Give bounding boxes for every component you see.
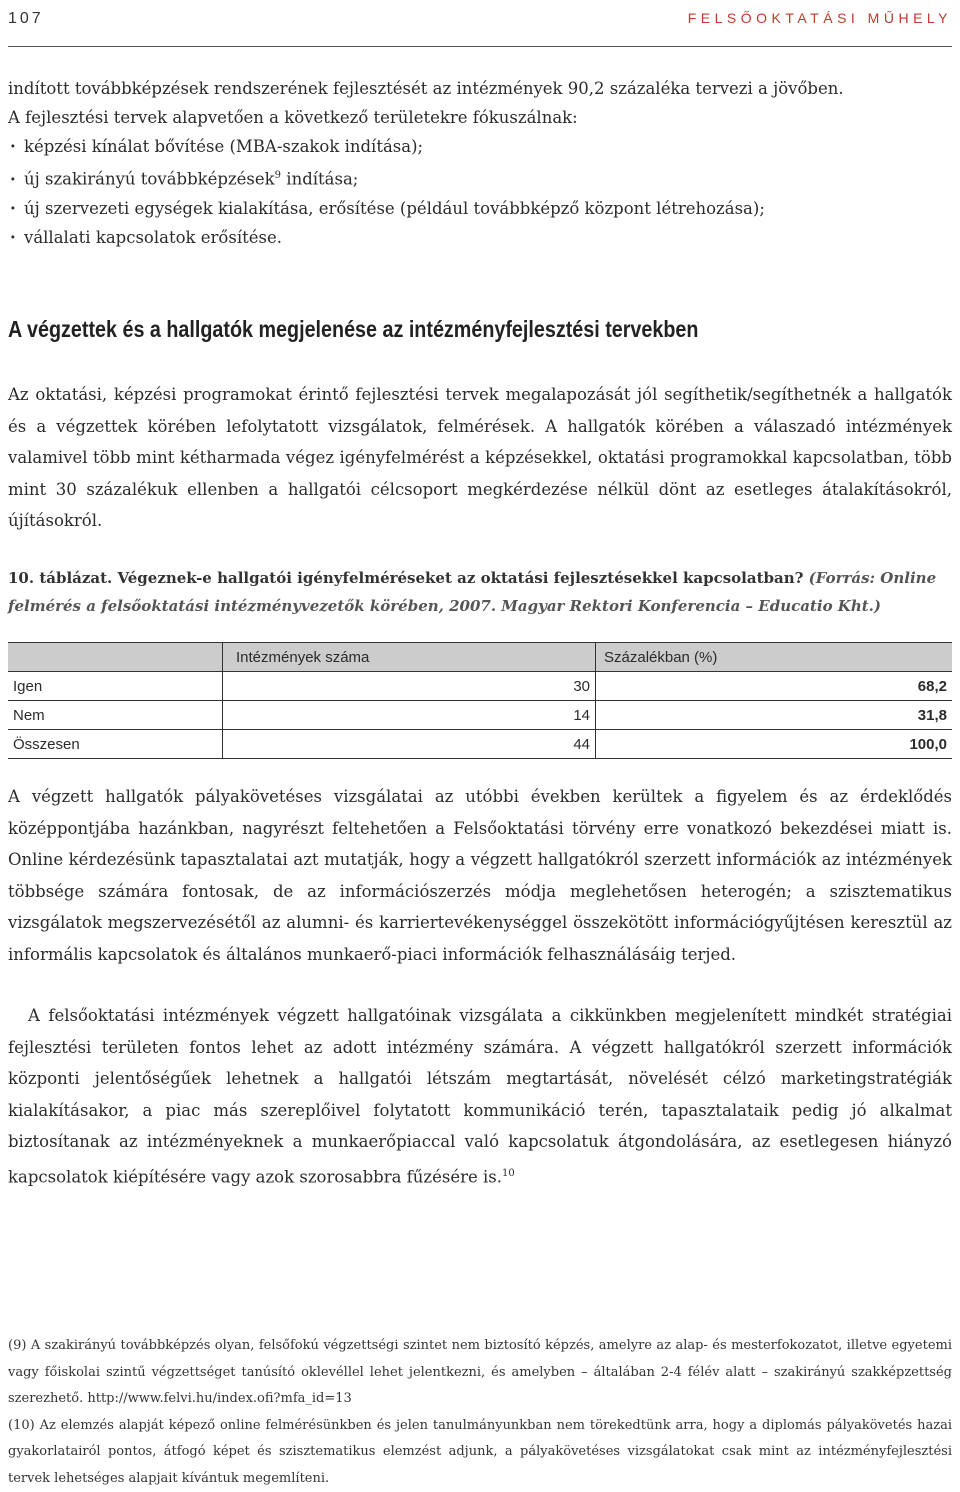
section-heading: A végzettek és a hallgatók megjelenése az intézményfejlesztési tervekben [8,316,698,343]
caption-label: 10. táblázat. Végeznek-e hallgatói igényfelméréseket az oktatási fejlesztésekkel kapcsolatban? [8,569,803,587]
running-title: FELSŐOKTATÁSI MŰHELY [688,10,952,26]
header-cell: Intézmények száma [223,643,596,672]
row-label: Nem [8,701,223,730]
table-header-row [8,643,952,672]
header-cell [8,643,223,672]
caption-source: (Forrás: Online felmérés a felsőoktatási intézményvezetők körében, 2007. Magyar Rektori Konferencia – Educatio Kht.) [8,569,936,615]
table-row [8,730,952,759]
intro-line-2: A fejlesztési tervek alapvetően a következő területekre fókuszálnak: [8,103,952,132]
table-row [8,672,952,701]
footnote-10: (10) Az elemzés alapját képező online felmérésünkben és jelen tanulmányunkban nem törekedtünk arra, hogy a diplomás pályakövetés hazai gyakorlatairól pontos, átfogó képet és szisztematikus elemzést adjunk, a pályakövetéses vizsgálatokat csak mint az intézményfejlesztési tervek lehetséges alapjait kívántuk megemlíteni. [8,1413,952,1492]
footnote-ref[interactable]: 10 [502,1168,515,1179]
row-label: Összesen [8,730,223,759]
table-row [8,701,952,730]
page-header [8,10,952,38]
bullet-icon: · [10,223,24,252]
footnote-9: (9) A szakirányú továbbképzés olyan, felsőfokú végzettségi szintet nem biztosító képzés, amelyre az alap- és mesterfokozatot, illetve egyetemi vagy főiskolai szintű végzettséget tanúsító oklevéllel lehet jelentkezni, és amelyben – általában 2-4 félév alatt – szakirányú szakképzettség szerezhető. http://www.felvi.hu/index.ofi?mfa_id=13 [8,1333,952,1413]
focus-list [8,132,952,252]
list-item: · vállalati kapcsolatok erősítése. [8,223,952,252]
list-item: · új szervezeti egységek kialakítása, erősítése (például továbbképző központ létrehozása); [8,194,952,223]
row-label: Igen [8,672,223,701]
intro-line-1: indított továbbképzések rendszerének fejlesztését az intézmények 90,2 százaléka tervezi a jövőben. [8,74,952,103]
table-caption [8,564,952,620]
bullet-icon: · [10,194,24,223]
list-item: · új szakirányú továbbképzések$^9$ indítása; [8,161,952,194]
list-item: · képzési kínálat bővítése (MBA-szakok indítása); [8,132,952,161]
percent-cell: 31,8 [596,701,953,730]
footnote-ref[interactable]: 9 [275,170,281,181]
header-cell: Százalékban (%) [596,643,953,672]
header-rule [8,46,952,47]
paragraph-3: A felsőoktatási intézmények végzett hallgatóinak vizsgálata a cikkünkben megjelenített mindkét stratégiai fejlesztési területen fontos lehet az adott intézmény számára. A végzett hallgatókról szerzett információk központi jelentőségűek lehetnek a hallgatói létszám megtartását, növelését célzó marketingstratégiák kialakításakor, a piac más szereplőivel folytatott kommunikáció terén, tapasztalataik pedig jó alkalmat biztosítanak az intézményeknek a munkaerőpiaccal való kapcsolatuk átgondolására, az esetlegesen hiányzó kapcsolatok kiépítésére vagy azok szorosabbra fűzésére is.$^{10}$ [8,1000,952,1193]
percent-cell: 100,0 [596,730,953,759]
intro-block [8,74,952,252]
bullet-icon: · [10,165,24,194]
paragraph-1: Az oktatási, képzési programokat érintő fejlesztési tervek megalapozását jól segíthetik/segíthetnék a hallgatók és a végzettek körében lefolytatott vizsgálatok, felmérések. A hallgatók körében a válaszadó intézmények valamivel több mint kétharmada végez igényfelmérést a képzésekkel, oktatási programokkal kapcsolatban, több mint 30 százalékuk ellenben a hallgatói célcsoport megkérdezése nélkül dönt az esetleges átalakításokról, újításokról. [8,379,952,537]
percent-cell: 68,2 [596,672,953,701]
page-number: 107 [8,10,44,28]
survey-table [8,642,952,759]
count-cell: 14 [223,701,596,730]
footnotes [8,1333,952,1492]
count-cell: 30 [223,672,596,701]
paragraph-2: A végzett hallgatók pályakövetéses vizsgálatai az utóbbi években kerültek a figyelem és az érdeklődés középpontjába hazánkban, nagyrészt feltehetően a Felsőoktatási törvény erre vonatkozó bekezdései miatt is. Online kérdezésünk tapasztalatai azt mutatják, hogy a végzett hallgatókról szerzett információk az intézmények többsége számára fontosak, de az információszerzés módja meglehetősen heterogén; a szisztematikus vizsgálatok megszervezésétől az alumni- és karriertevékenységgel összekötött információgyűjtésen keresztül az informális kapcsolatok és általános munkaerő-piaci információk felhasználásáig terjed. [8,781,952,970]
bullet-icon: · [10,132,24,161]
count-cell: 44 [223,730,596,759]
